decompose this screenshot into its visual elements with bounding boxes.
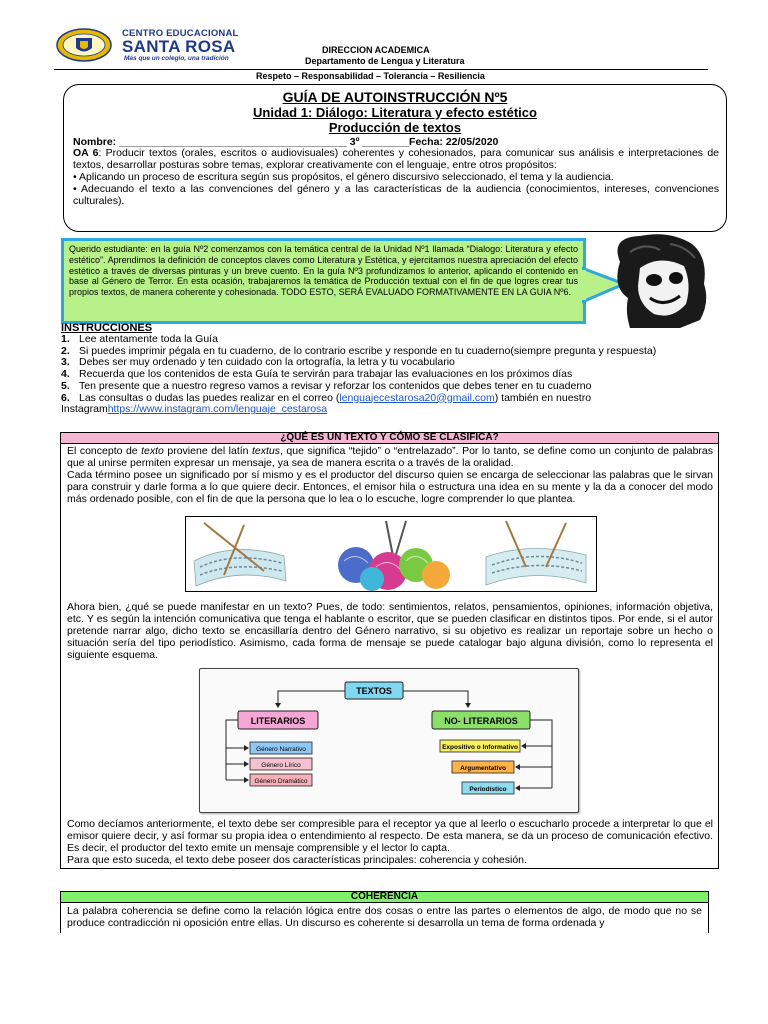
- paragraph-compresible: Como decíamos anteriormente, el texto debe ser compresible para el receptor ya que al leerlo o escucharlo procede a interpretar lo que el emisor quiere decir, y así formar su propia idea o entendimiento al respecto. De esta manera, se da un proceso de comunicación efectivo. Es decir, el productor del texto emite un mensaje comprensible y el lector lo capta.: [67, 818, 713, 854]
- instructions-title: INSTRUCCIONES: [61, 322, 153, 334]
- list-item: 2. Si puedes imprimir pégala en tu cuaderno, de lo contrario escribe y responde en tu cuaderno(siempre pregunta y respuesta): [61, 344, 657, 357]
- oa-label: OA 6: [73, 147, 99, 159]
- school-crest-icon: [56, 28, 112, 62]
- section-heading-texto: ¿QUÉ ES UN TEXTO Y CÓMO SE CLASIFICA?: [60, 432, 719, 444]
- section-heading-coherencia: COHERENCIA: [60, 891, 709, 903]
- learning-objective: [73, 147, 719, 207]
- title-box: [63, 84, 727, 232]
- guide-title: GUÍA DE AUTOINSTRUCCIÓN Nº5: [282, 89, 508, 105]
- diagram-no-literarios-label: NO- LITERARIOS: [444, 716, 518, 726]
- diagram-item-periodistico-label: Periodístico: [469, 786, 507, 793]
- objective-bullet-2: • Adecuando el texto a las convenciones del género y a las características de la audiencia (conocimientos, intereses, convenciones culturales).: [73, 183, 720, 207]
- yarn-and-knitting-icon: [186, 517, 596, 591]
- unit-title: Unidad 1: Diálogo: Literatura y efecto estético: [253, 105, 537, 120]
- paragraph-manifestar: Ahora bien, ¿qué se puede manifestar en un texto? Pues, de todo: sentimientos, relatos, pensamientos, opiniones, información objetiva, etc. Y es según la intención comunicativa que tenga el hablante o escritor, que se pueden clasificar en distintos tipos. Por ende, si el autor pretende narrar algo, dicho texto se encasillaría dentro del Género narrativo, si su objetivo es realizar un reportaje sobre un hecho o situación sería del tipo periodístico. Asimismo, cada forma de mensaje se puede catalogar bajo alguna división, como lo representa el siguiente esquema.: [67, 601, 713, 661]
- list-item: 1. Lee atentamente toda la Guía: [61, 333, 218, 345]
- knitting-illustration: [185, 516, 597, 592]
- oa-text: : Producir textos (orales, escritos o audiovisuales) coherentes y cohesionados, para comunicar sus análisis e interpretaciones de textos, desarrollar posturas sobre temas, explorar creativamente con el lenguaje, entre otros propósitos:: [73, 147, 719, 171]
- list-item: 5. Ten presente que a nuestro regreso vamos a revisar y reforzar los contenidos que debes tener en tu cuaderno: [61, 379, 592, 392]
- section-body-texto: [60, 444, 719, 869]
- paragraph-texto-definition: El concepto de texto proviene del latín textus, que significa “tejido” o “entrelazado”. Por lo tanto, se define como un conjunto de palabras que al unirse permiten expresar un mensaje, ya sea de manera escrita o a través de la oralidad.: [67, 445, 713, 469]
- name-date-row: Nombre: _______________________________________ 3º ________Fecha: 22/05/2020: [73, 136, 499, 148]
- instagram-link[interactable]: https://www.instagram.com/lenguaje_cestarosa: [107, 403, 328, 416]
- logo-line1: CENTRO EDUCACIONAL: [122, 28, 239, 39]
- topic-title: Producción de textos: [328, 120, 462, 135]
- list-item: 4. Recuerda que los contenidos de esta Guía te servirán para trabajar las evaluaciones en los próximos días: [61, 368, 573, 381]
- logo-line2: SANTA ROSA: [122, 37, 236, 56]
- instructions-list: [61, 334, 721, 416]
- list-item: Instagramhttps://www.instagram.com/lenguaje_cestarosa: [61, 403, 328, 416]
- departamento: Departamento de Lengua y Literatura: [305, 56, 465, 66]
- diagram-literarios-label: LITERARIOS: [250, 716, 306, 726]
- direccion-academica: DIRECCION ACADEMICA: [322, 45, 430, 55]
- diagram-item-expositivo-label: Expositivo o Informativo: [442, 744, 518, 751]
- header-divider: [54, 69, 708, 70]
- school-logo: [56, 26, 256, 66]
- text-classification-diagram: [199, 668, 579, 813]
- bullet-icon: •: [73, 183, 82, 195]
- bullet-icon: •: [73, 171, 80, 183]
- joker-illustration-icon: [600, 232, 710, 328]
- diagram-root-label: TEXTOS: [356, 686, 392, 696]
- diagram-item-dramatico-label: Género Dramático: [254, 778, 308, 785]
- diagram-svg: [200, 669, 578, 812]
- school-values: Respeto – Responsabilidad – Tolerancia – Resiliencia: [256, 71, 485, 81]
- diagram-item-argumentativo-label: Argumentativo: [460, 765, 506, 772]
- list-item: 6. Las consultas o dudas las puedes realizar en el correo (lenguajecestarosa20@gmail.com) también en nuestro: [61, 391, 592, 404]
- objective-bullet-1: • Aplicando un proceso de escritura según sus propósitos, el género discursivo seleccionado, el tema y la audiencia.: [73, 171, 614, 183]
- section-body-coherencia: La palabra coherencia se define como la relación lógica entre dos cosas o entre las partes o elementos de algo, de modo que no se produce contradicción ni oposición entre ellas. Un discurso es coherente si desarrolla un tema de forma ordenada y: [60, 903, 709, 933]
- paragraph-termino: Cada término posee un significado por sí mismo y es el productor del discurso quien se encarga de seleccionar las palabras que le sirvan para construir y darle forma a lo que quiere decir. Entonces, el emisor hila o estructura una idea en su mente y la da a conocer del modo más ordenado posible, con el fin de que la persona que lo lea o lo escuche, logre comprender lo que plantea.: [67, 469, 713, 505]
- logo-tagline: Más que un colegio, una tradición: [124, 55, 229, 62]
- intro-message: Querido estudiante: en la guía Nº2 comenzamos con la temática central de la Unidad Nº1 llamada “Dialogo: Literatura y efecto estético”. Aprendimos la definición de conceptos claves como Literatura y Estética, y ejercitamos nuestra apreciación del efecto estético a través de diversas pinturas y un breve cuento. En la guía Nº3 profundizamos lo anterior, aplicando el contenido en base al Género de Terror. En esta ocasión, trabajaremos la temática de Producción textual con el fin de que logres crear tus propios textos, de manera coherente y cohesionada. TODO ESTO, SERÁ EVALUADO FORMATIVAMENTE EN LA GUIA Nº6.: [61, 238, 586, 324]
- diagram-item-lirico-label: Género Lírico: [261, 762, 301, 769]
- list-item: 3. Debes ser muy ordenado y ten cuidado con la ortografía, la letra y tu vocabulario: [61, 356, 455, 369]
- email-link[interactable]: lenguajecestarosa20@gmail.com: [339, 391, 495, 404]
- diagram-item-narrativo-label: Género Narrativo: [256, 746, 306, 753]
- paragraph-caracteristicas: Para que esto suceda, el texto debe poseer dos características principales: coherencia y cohesión.: [67, 854, 527, 866]
